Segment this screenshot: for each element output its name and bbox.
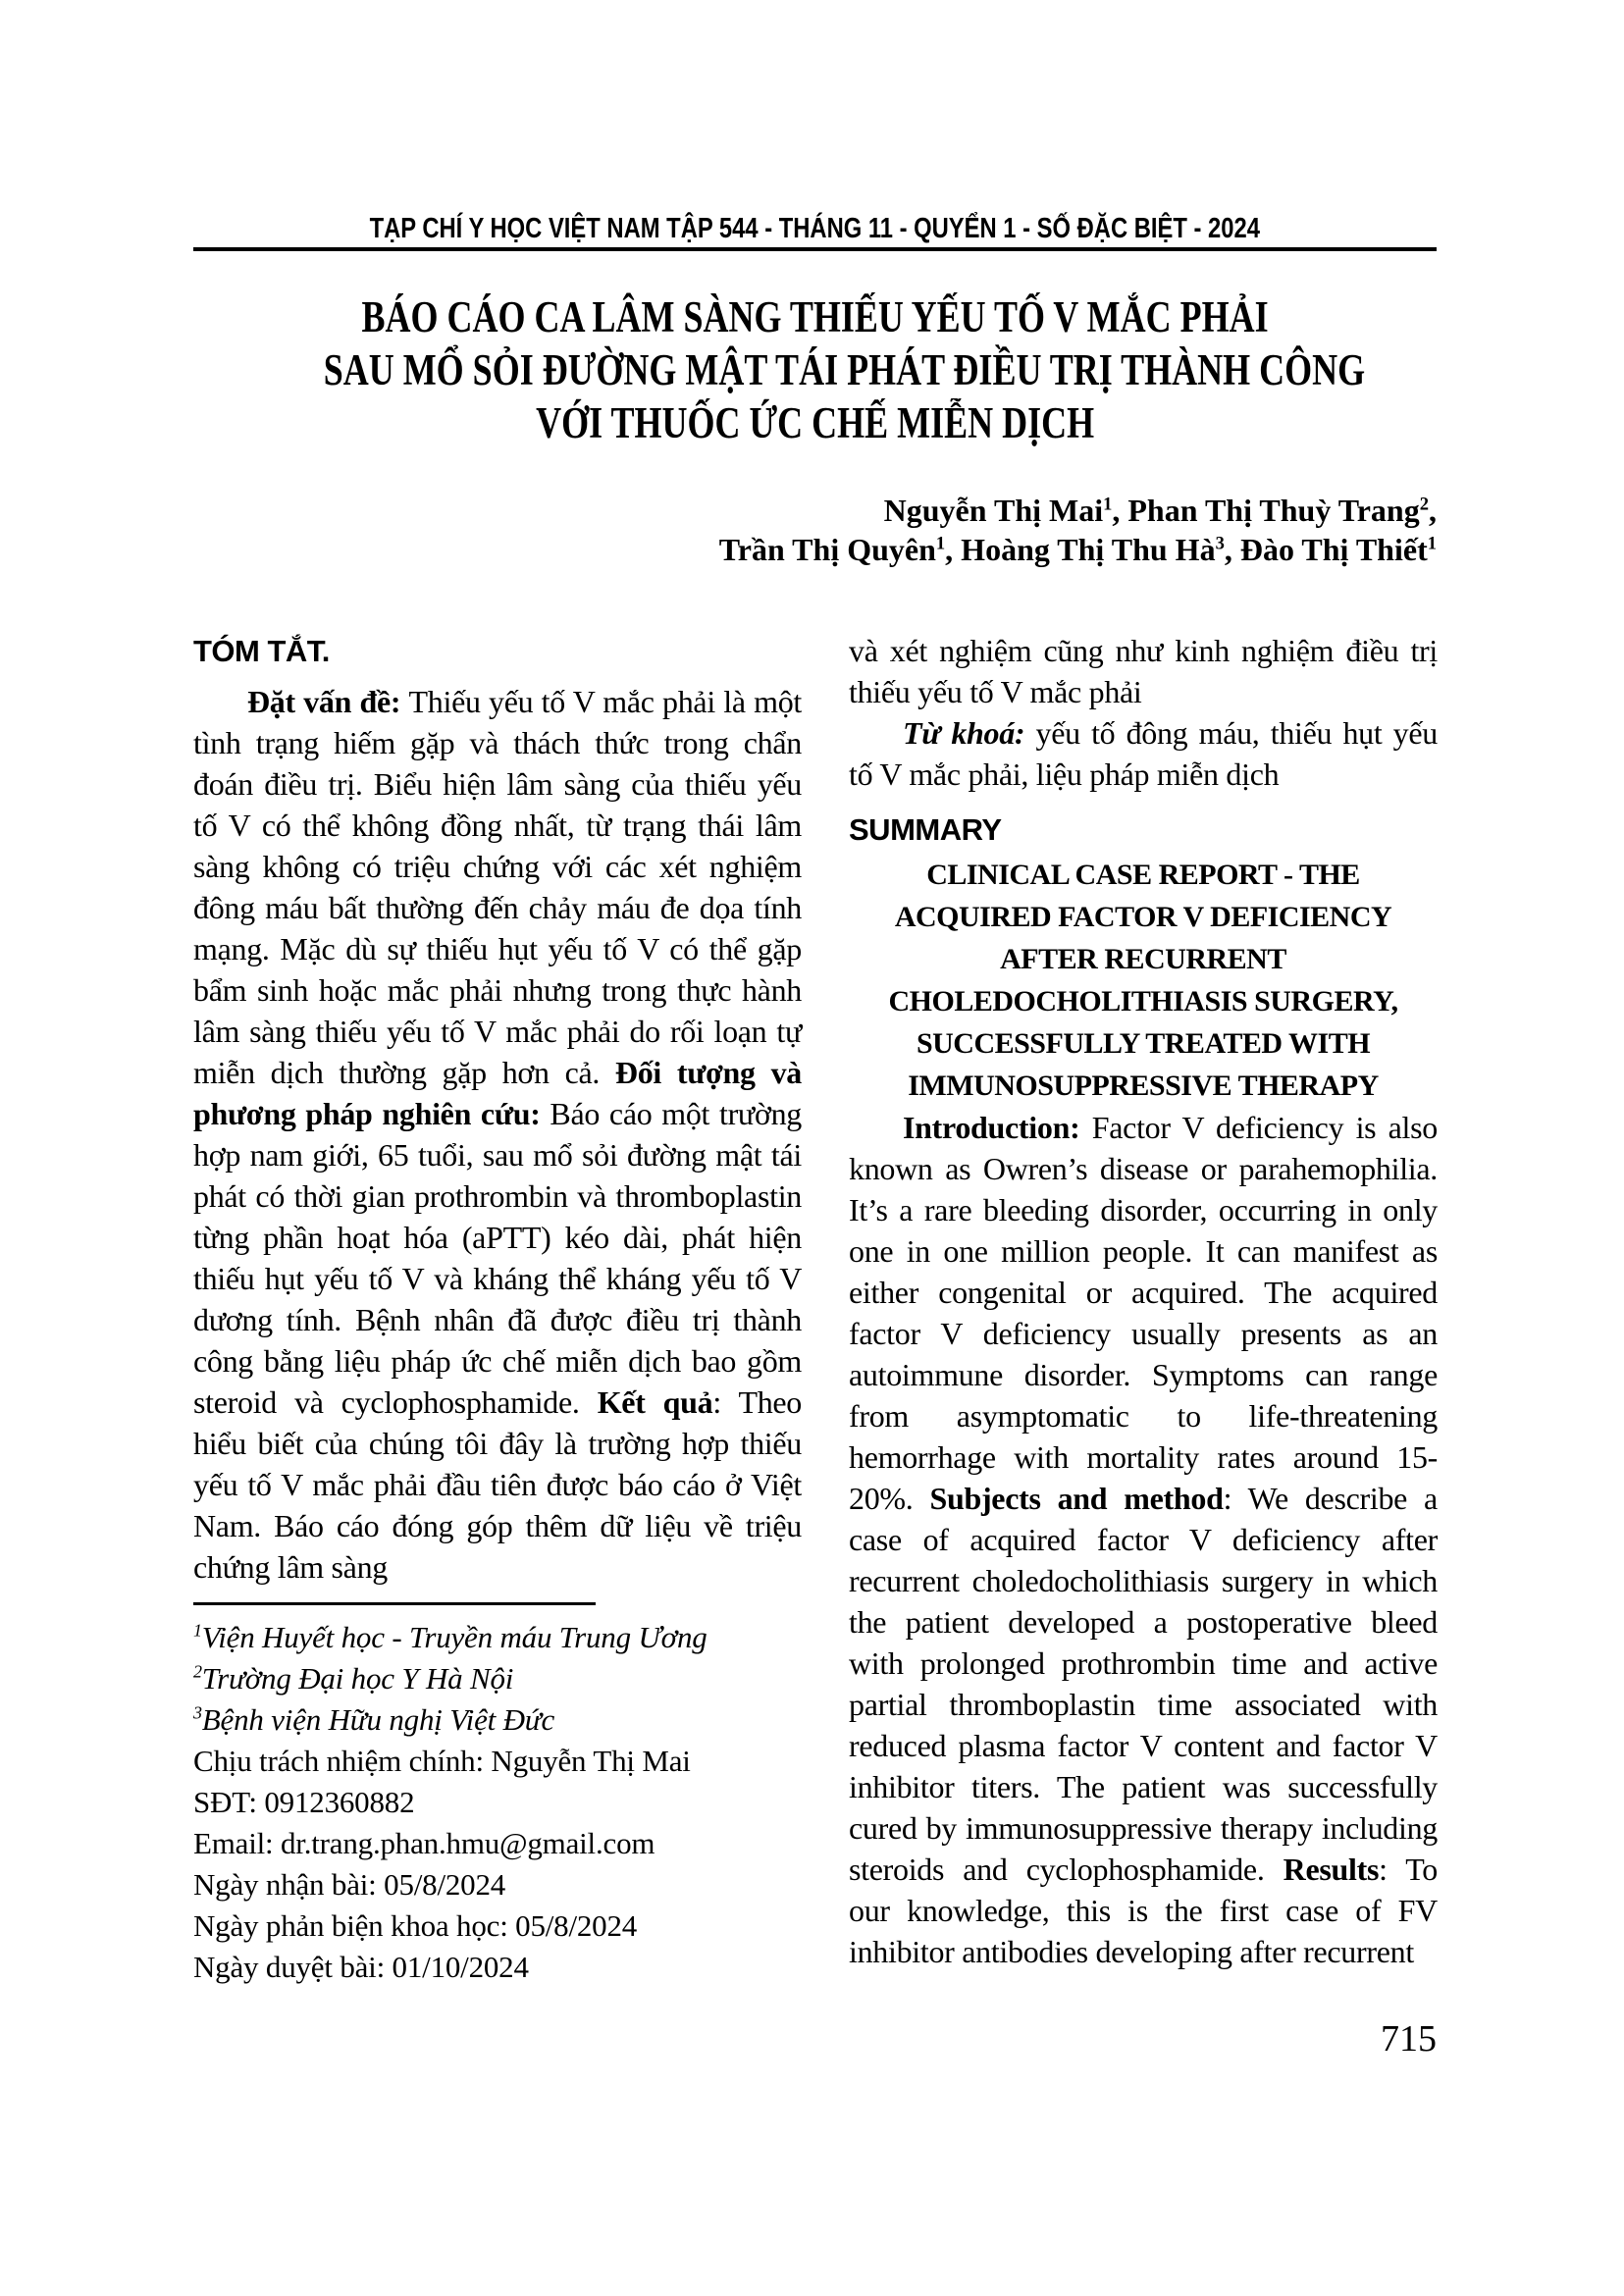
article-title <box>193 290 1437 449</box>
abstract-heading: TÓM TẮT. <box>193 634 330 668</box>
article-title-text: SAU MỔ SỎI ĐƯỜNG MẬT TÁI PHÁT ĐIỀU TRỊ THÀNH CÔNG <box>323 345 1366 394</box>
article-title-line <box>193 290 1437 343</box>
corresponding-author-line: Chịu trách nhiệm chính: Nguyễn Thị Mai <box>193 1744 691 1778</box>
accepted-date-line: Ngày duyệt bài: 01/10/2024 <box>193 1950 529 1984</box>
author-line-2: Trần Thị Quyên$^1$, Hoàng Thị Thu $Hà^3$, Đào Thị Thiết$^1$ <box>718 532 1437 567</box>
summary-title-line: CHOLEDOCHOLITHIASIS SURGERY, <box>888 985 1398 1018</box>
summary-title-line: ACQUIRED FACTOR V DEFICIENCY <box>894 901 1392 933</box>
keywords-paragraph: Từ khoá: yếu tố đông máu, thiếu hụt yếu tố V mắc phải, liệu pháp miễn dịch <box>849 715 1438 792</box>
summary-title-line: AFTER RECURRENT <box>1000 943 1286 975</box>
article-title-text: BÁO CÁO CA LÂM SÀNG THIẾU YẾU TỐ V MẮC PHẢI <box>361 292 1269 341</box>
journal-header <box>193 212 1437 245</box>
journal-header-text: TẠP CHÍ Y HỌC VIỆT NAM TẬP 544 - THÁNG 11 - QUYỂN 1 - SỐ ĐẶC BIỆT - 2024 <box>369 213 1261 244</box>
article-title-text: VỚI THUỐC ỨC CHẾ MIỄN DỊCH <box>535 398 1095 447</box>
reviewed-date-line: Ngày phản biện khoa học: 05/8/2024 <box>193 1908 638 1943</box>
received-date-line: Ngày nhận bài: 05/8/2024 <box>193 1867 506 1902</box>
affiliation-2: $^2$Trường Đại học Y Hà Nội <box>193 1661 514 1696</box>
summary-heading: SUMMARY <box>849 812 1002 847</box>
summary-title-line: IMMUNOSUPPRESSIVE THERAPY <box>908 1070 1379 1102</box>
summary-body-paragraph: Introduction: Factor V deficiency is also known as Owren’s disease or parahemophilia. It’s a rare bleeding disorder, occurring in only one in one million people. It can manifest as either congenital or acquired. The acquired factor V deficiency usually presents as an autoimmune disorder. Symptoms can range from asymptomatic to life-threatening hemorrhage with mortality rates around 15-20%. Subjects and method: We describe a case of acquired factor V deficiency after recurrent choledocholithiasis surgery in which the patient developed a postoperative bleed with prolonged prothrombin time and active partial thromboplastin time associated with reduced plasma factor V content and factor V inhibitor titers. The patient was successfully cured by immunosuppressive therapy including steroids and cyclophosphamide. Results: To our knowledge, this is the first case of FV inhibitor antibodies developing after recurrent <box>849 1110 1438 1969</box>
summary-title-line: SUCCESSFULLY TREATED WITH <box>916 1027 1371 1060</box>
abstract-paragraph: Đặt vấn đề: Thiếu yếu tố V mắc phải là một tình trạng hiếm gặp và thách thức trong chẩn đoán điều trị. Biểu hiện lâm sàng của thiếu yếu tố V có thể không đồng nhất, từ trạng thái lâm sàng không có triệu chứng với các xét nghiệm đông máu bất thường đến chảy máu đe dọa tính mạng. Mặc dù sự thiếu hụt yếu tố V có thể gặp bẩm sinh hoặc mắc phải nhưng trong thực hành lâm sàng thiếu yếu tố V mắc phải do rối loạn tự miễn dịch thường gặp hơn cả. Đối tượng và phương pháp nghiên cứu: Báo cáo một trường hợp nam giới, 65 tuổi, sau mổ sỏi đường mật tái phát có thời gian prothrombin và thromboplastin từng phần hoạt hóa (aPTT) kéo dài, phát hiện thiếu hụt yếu tố V và kháng thể kháng yếu tố V dương tính. Bệnh nhân đã được điều trị thành công bằng liệu pháp ức chế miễn dịch bao gồm steroid và cyclophosphamide. Kết quả: Theo hiểu biết của chúng tôi đây là trường hợp thiếu yếu tố V mắc phải đầu tiên được báo cáo ở Việt Nam. Báo cáo đóng góp thêm dữ liệu về triệu chứng lâm sàng <box>193 684 802 1585</box>
page-number: 715 <box>1381 2018 1437 2060</box>
header-rule <box>193 247 1437 251</box>
phone-line: SĐT: 0912360882 <box>193 1785 415 1819</box>
affiliation-1: $^1$Viện Huyết học - Truyền máu Trung Ương <box>193 1620 707 1654</box>
article-title-line <box>193 396 1437 449</box>
email-line: Email: dr.trang.phan.hmu@gmail.com <box>193 1826 655 1860</box>
summary-title-line: CLINICAL CASE REPORT - THE <box>926 859 1360 891</box>
right-column <box>849 630 1438 1972</box>
left-column <box>193 630 802 1588</box>
affiliation-3: $^3$Bệnh viện Hữu nghị Việt Đức <box>193 1702 555 1737</box>
continuation-paragraph: và xét nghiệm cũng như kinh nghiệm điều trị thiếu yếu tố V mắc phải <box>849 633 1438 709</box>
author-line-1: Nguyễn Thị Mai$^1$, Phan Thị Thuỳ Trang$^2$, <box>883 493 1437 528</box>
article-title-line <box>193 343 1437 396</box>
footnote-divider <box>193 1602 596 1605</box>
authors-block <box>193 491 1437 569</box>
summary-title <box>849 854 1438 1107</box>
footnote-block <box>193 1602 802 1988</box>
